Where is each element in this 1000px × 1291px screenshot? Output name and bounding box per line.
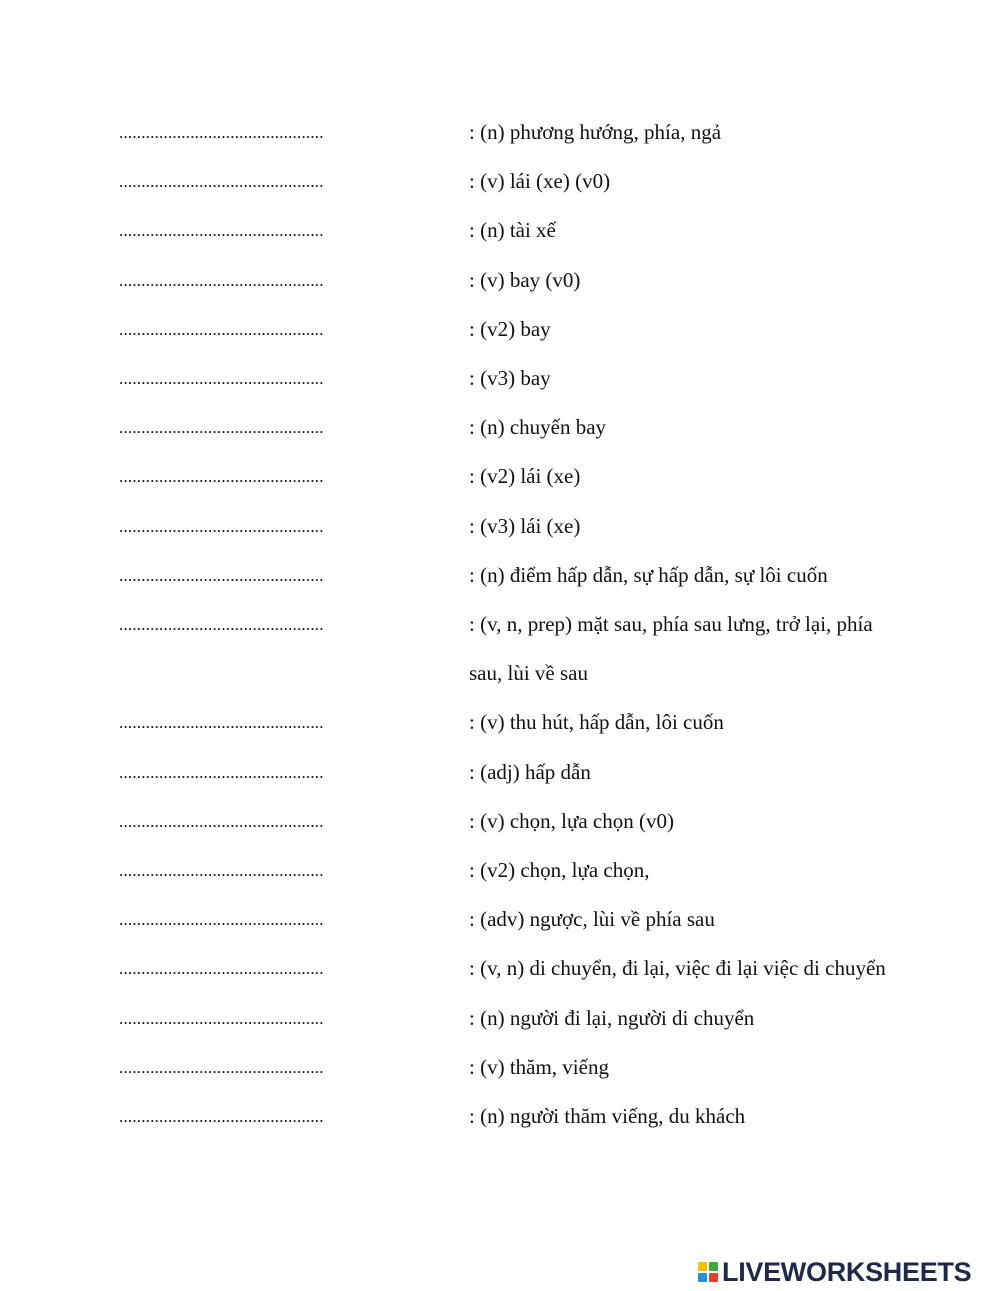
answer-blank[interactable]: .............................................. bbox=[119, 811, 324, 831]
answer-blank[interactable]: .............................................. bbox=[119, 172, 324, 192]
vocab-row bbox=[0, 806, 1000, 836]
definition-text: : (n) tài xế bbox=[469, 218, 556, 243]
definition-text: : (adj) hấp dẫn bbox=[469, 759, 591, 784]
vocab-row bbox=[0, 511, 1000, 541]
answer-blank[interactable]: .............................................. bbox=[119, 1008, 324, 1028]
vocab-row bbox=[0, 953, 1000, 983]
definition-text: : (v, n, prep) mặt sau, phía sau lưng, trở lại, phía bbox=[469, 612, 873, 636]
definition-text: : (v3) lái (xe) bbox=[469, 513, 581, 538]
vocab-row bbox=[0, 412, 1000, 442]
liveworksheets-logo-icon bbox=[698, 1262, 718, 1282]
logo-square-4 bbox=[709, 1273, 718, 1282]
answer-blank[interactable]: .............................................. bbox=[119, 713, 324, 733]
vocab-row bbox=[0, 166, 1000, 196]
answer-blank[interactable]: .............................................. bbox=[119, 1057, 324, 1077]
answer-blank[interactable]: .............................................. bbox=[119, 319, 324, 339]
vocab-row bbox=[0, 265, 1000, 295]
vocab-row bbox=[0, 363, 1000, 393]
vocab-row bbox=[0, 560, 1000, 590]
answer-blank[interactable]: .............................................. bbox=[119, 861, 324, 880]
definition-text: : (v, n) di chuyển, đi lại, việc đi lại việc di chuyển bbox=[469, 956, 886, 981]
vocab-row bbox=[0, 1052, 1000, 1082]
definition-text: : (v) lái (xe) (v0) bbox=[469, 169, 611, 194]
answer-blank[interactable]: .............................................. bbox=[119, 467, 324, 487]
vocab-row bbox=[0, 1101, 1000, 1131]
definition-continuation: sau, lùi về sau bbox=[469, 661, 588, 686]
answer-blank[interactable]: .............................................. bbox=[119, 959, 324, 979]
definition-text: : (n) điểm hấp dẫn, sự hấp dẫn, sự lôi cuốn bbox=[469, 562, 828, 587]
definition-text: : (n) người thăm viếng, du khách bbox=[469, 1104, 746, 1128]
vocab-row bbox=[0, 1003, 1000, 1033]
answer-blank[interactable]: .............................................. bbox=[119, 762, 324, 782]
definition-text: : (v3) bay bbox=[469, 366, 551, 390]
vocab-row bbox=[0, 757, 1000, 787]
answer-blank[interactable]: .............................................. bbox=[119, 221, 324, 241]
vocab-row bbox=[0, 904, 1000, 934]
vocab-row bbox=[0, 707, 1000, 737]
answer-blank[interactable]: .............................................. bbox=[119, 615, 324, 634]
definition-text: : (n) chuyến bay bbox=[469, 415, 607, 440]
vocab-row bbox=[0, 215, 1000, 245]
definition-text: : (v) chọn, lựa chọn (v0) bbox=[469, 808, 674, 833]
vocab-row bbox=[0, 314, 1000, 344]
answer-blank[interactable]: .............................................. bbox=[119, 910, 324, 930]
logo-square-1 bbox=[698, 1262, 707, 1271]
definition-text: : (adv) ngược, lùi về phía sau bbox=[469, 907, 715, 932]
definition-text: : (v2) lái (xe) bbox=[469, 464, 581, 489]
answer-blank[interactable]: .............................................. bbox=[119, 1107, 324, 1126]
brand-name: LIVEWORKSHEETS bbox=[722, 1256, 972, 1287]
definition-text: : (v) bay (v0) bbox=[469, 267, 581, 292]
logo-square-3 bbox=[698, 1273, 707, 1282]
answer-blank[interactable]: .............................................. bbox=[119, 565, 324, 585]
definition-text: : (n) người đi lại, người di chuyển bbox=[469, 1005, 755, 1030]
logo-square-2 bbox=[709, 1262, 718, 1271]
brand-logo bbox=[698, 1255, 971, 1289]
vocab-row bbox=[0, 461, 1000, 491]
answer-blank[interactable]: .............................................. bbox=[119, 270, 324, 290]
answer-blank[interactable]: .............................................. bbox=[119, 516, 324, 536]
answer-blank[interactable]: .............................................. bbox=[119, 369, 324, 388]
answer-blank[interactable]: .............................................. bbox=[119, 123, 324, 142]
definition-text: : (v2) bay bbox=[469, 316, 551, 341]
answer-blank[interactable]: .............................................. bbox=[119, 418, 324, 438]
vocab-row bbox=[0, 117, 1000, 147]
definition-text: : (v) thăm, viếng bbox=[469, 1054, 609, 1079]
vocab-row bbox=[0, 855, 1000, 885]
definition-text: : (n) phương hướng, phía, ngả bbox=[469, 120, 722, 144]
definition-text: : (v) thu hút, hấp dẫn, lôi cuốn bbox=[469, 710, 724, 735]
vocab-row bbox=[0, 609, 1000, 639]
definition-text: : (v2) chọn, lựa chọn, bbox=[469, 858, 650, 882]
